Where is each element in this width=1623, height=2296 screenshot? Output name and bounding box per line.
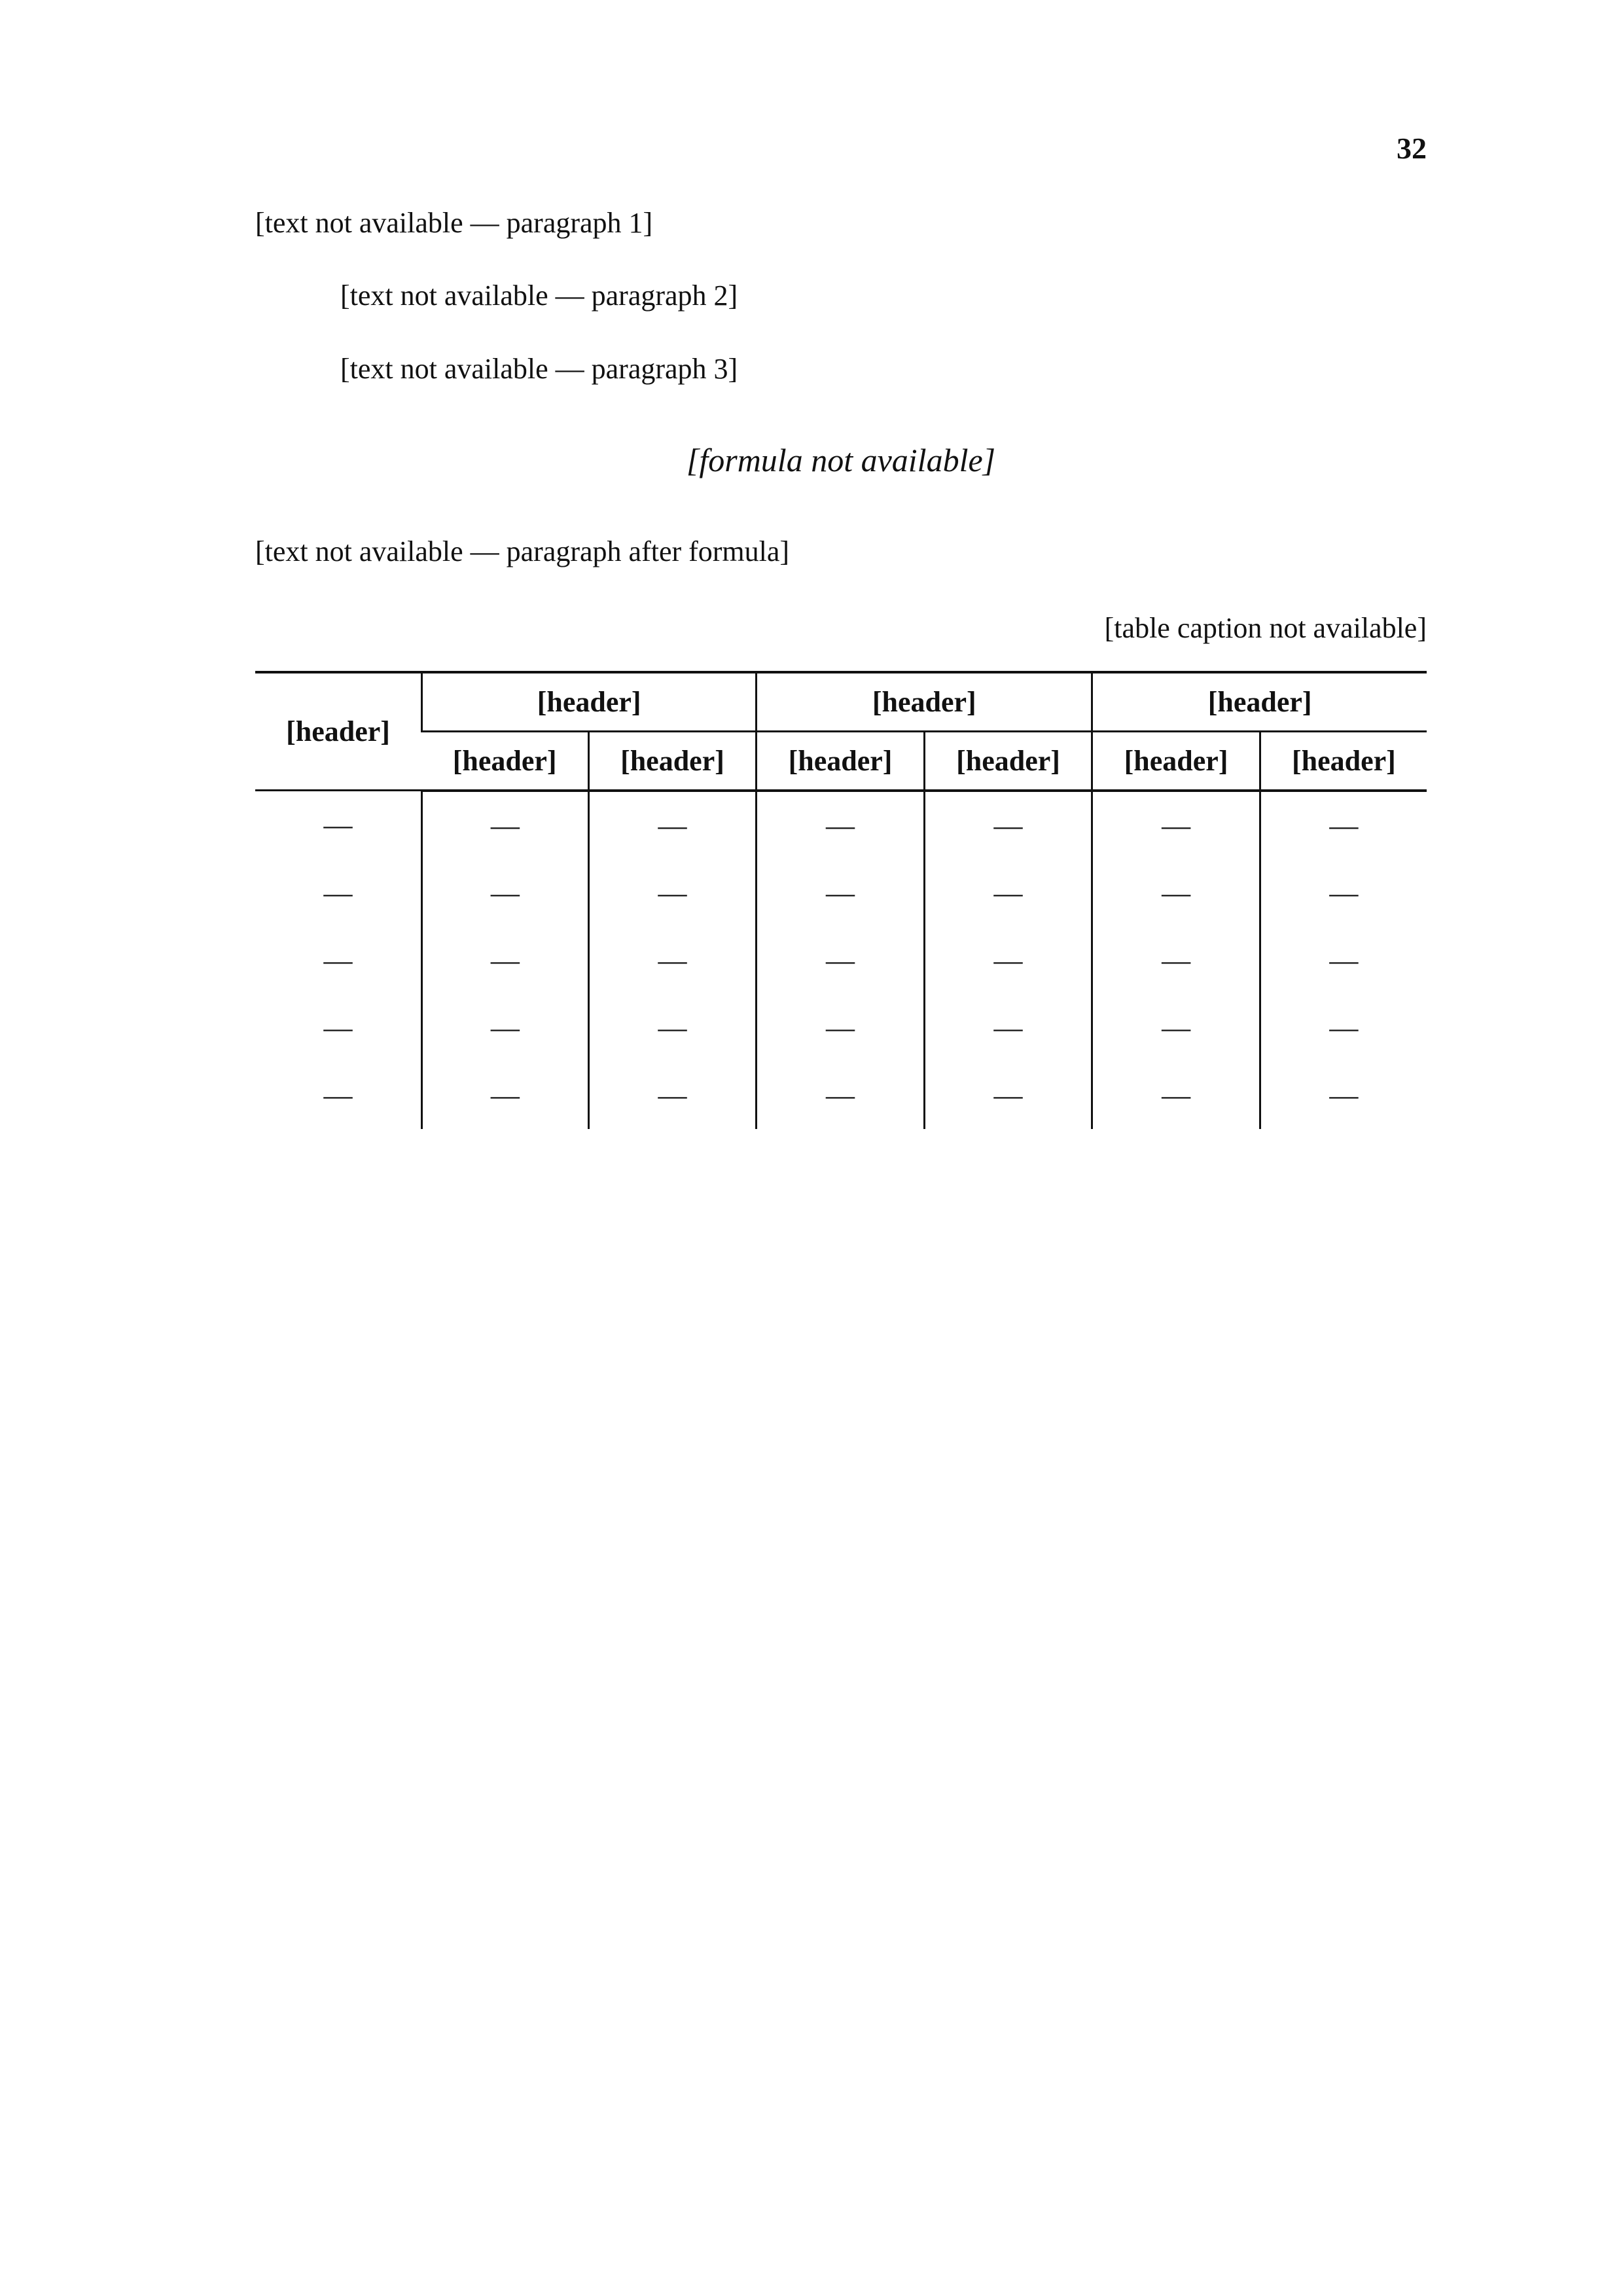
body-text — [255, 196, 1427, 395]
table-cell: — — [1260, 927, 1427, 994]
table-cell: — — [323, 1079, 353, 1111]
table-caption: [table caption not available] — [1104, 611, 1427, 644]
table-subheader-cell: [header] — [924, 731, 1092, 791]
table-row — [255, 994, 1427, 1062]
formula: [formula not available] — [686, 442, 996, 479]
table-cell: — — [588, 791, 757, 859]
table-cell: — — [588, 859, 757, 927]
table-cell: — — [757, 1062, 925, 1129]
table-cell: — — [422, 1062, 589, 1129]
table-cell: — — [924, 859, 1092, 927]
table-cell: — — [1260, 1062, 1427, 1129]
table-cell: — — [323, 944, 353, 977]
table-cell: — — [1092, 791, 1260, 859]
table-subheader-cell: [header] — [422, 731, 589, 791]
paragraph: [text not available — paragraph 1] — [255, 207, 653, 239]
paragraph: [text not available — paragraph 3] — [340, 352, 738, 385]
table-cell: — — [323, 1011, 353, 1044]
table-cell: — — [588, 1062, 757, 1129]
page-number: 32 — [1397, 132, 1427, 165]
table-cell: — — [422, 994, 589, 1062]
body-text-after-formula — [255, 525, 1427, 578]
table-cell: — — [1092, 994, 1260, 1062]
table-cell: — — [924, 927, 1092, 994]
table-cell: — — [1260, 859, 1427, 927]
table-subheader-row — [255, 731, 1427, 791]
table-subheader-cell: [header] — [588, 731, 757, 791]
table-cell: — — [588, 927, 757, 994]
table-cell: — — [757, 791, 925, 859]
table-cell: — — [323, 809, 353, 842]
table-header-cell: [header] — [255, 672, 422, 791]
table-header-cell: [header] — [1092, 672, 1427, 732]
table-cell: — — [757, 927, 925, 994]
table-cell: — — [757, 859, 925, 927]
table-header-cell: [header] — [757, 672, 1092, 732]
table-subheader-cell: [header] — [1260, 731, 1427, 791]
table-cell: — — [924, 994, 1092, 1062]
table-cell: — — [757, 994, 925, 1062]
table-cell: — — [588, 994, 757, 1062]
table-subheader-cell: [header] — [1092, 731, 1260, 791]
table-cell: — — [422, 791, 589, 859]
table-cell: — — [422, 927, 589, 994]
table-row — [255, 927, 1427, 994]
table-cell: — — [1260, 994, 1427, 1062]
table-header-row — [255, 672, 1427, 732]
table-cell: — — [1092, 859, 1260, 927]
paragraph: [text not available — paragraph after formula] — [255, 535, 790, 568]
table-cell: — — [422, 859, 589, 927]
table-row — [255, 1062, 1427, 1129]
table-cell: — — [1092, 1062, 1260, 1129]
table-cell: — — [1260, 791, 1427, 859]
table-cell: — — [924, 791, 1092, 859]
table-row — [255, 859, 1427, 927]
table-subheader-cell: [header] — [757, 731, 925, 791]
table-cell: — — [1092, 927, 1260, 994]
data-table — [255, 671, 1427, 1129]
table-header-cell: [header] — [422, 672, 757, 732]
table-cell: — — [924, 1062, 1092, 1129]
table-row — [255, 791, 1427, 859]
paragraph: [text not available — paragraph 2] — [340, 279, 738, 312]
table-cell: — — [323, 876, 353, 909]
